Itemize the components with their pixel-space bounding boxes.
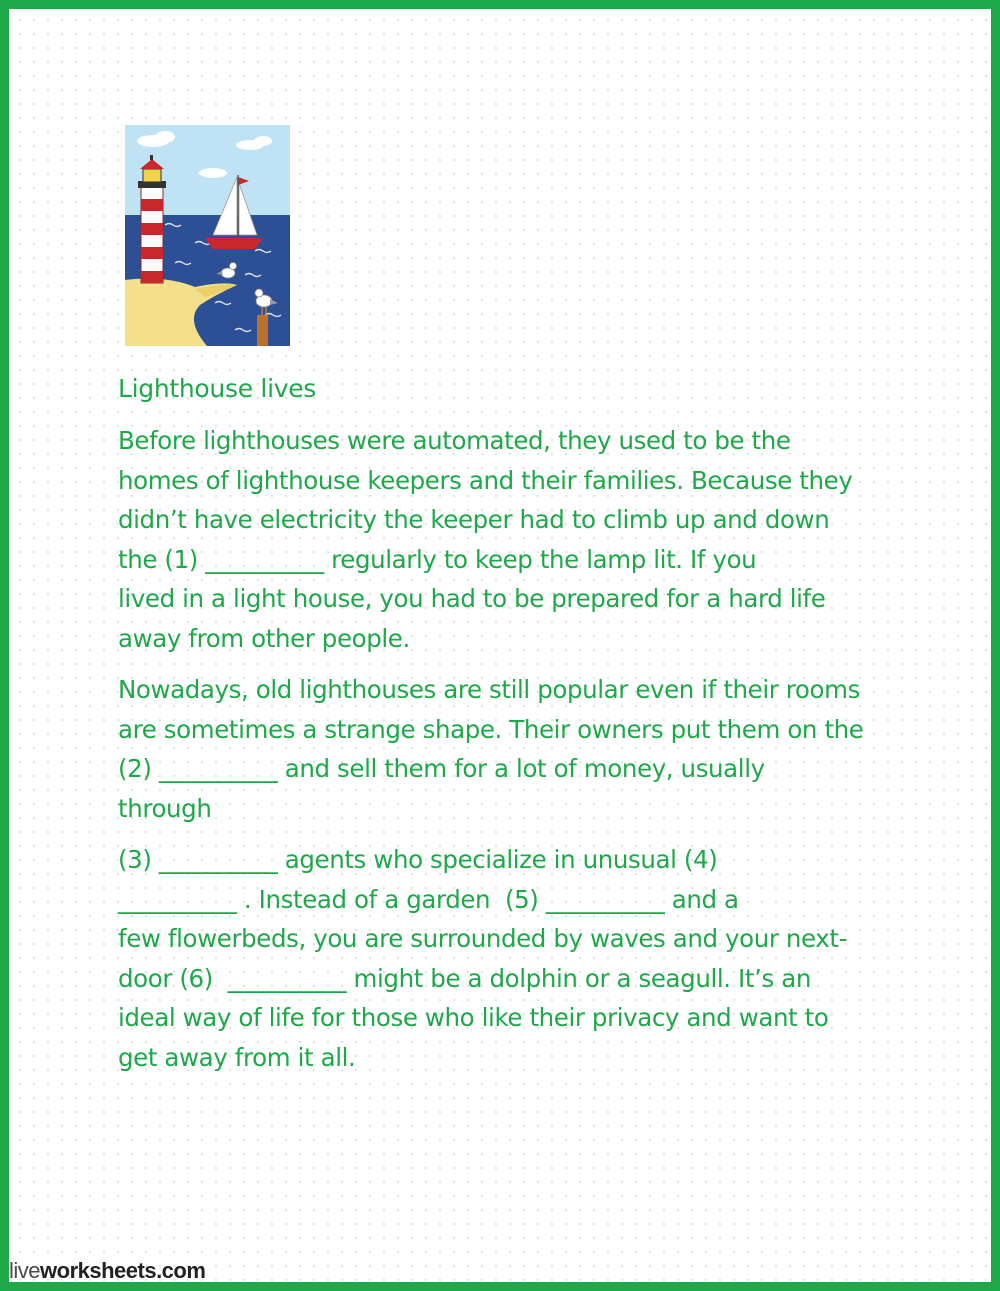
paragraph-line: lived in a light house, you had to be prepared for a hard life: [118, 584, 826, 613]
paragraph-line: ideal way of life for those who like their privacy and want to: [118, 1003, 829, 1032]
paragraph-line: away from other people.: [118, 623, 410, 653]
paragraph-line: get away from it all.: [118, 1042, 356, 1072]
paragraph-3: [118, 840, 898, 1077]
paragraph-line: didn’t have electricity the keeper had to climb up and down: [118, 505, 830, 534]
paragraph-line: the (1) __________ regularly to keep the lamp lit. If you: [118, 544, 757, 574]
paragraph-line: door (6) __________ might be a dolphin or a seagull. It’s an: [118, 963, 811, 993]
paragraph-line: are sometimes a strange shape. Their owners put them on the: [118, 714, 864, 744]
paragraph-line: Nowadays, old lighthouses are still popular even if their rooms: [118, 675, 860, 704]
paragraph-line: __________ . Instead of a garden (5) __________ and a: [118, 884, 739, 914]
paragraph-2: [118, 670, 898, 828]
lighthouse-illustration: [125, 125, 290, 346]
paragraph-line: (3) __________ agents who specialize in unusual (4): [118, 845, 718, 874]
watermark-light-text: live: [9, 1258, 41, 1283]
paragraph-line: through: [118, 793, 212, 823]
liveworksheets-watermark: [9, 1258, 205, 1284]
worksheet-title: Lighthouse lives: [118, 374, 317, 403]
paragraph-line: few flowerbeds, you are surrounded by waves and your next-: [118, 924, 848, 953]
paragraph-1: [118, 421, 898, 658]
paragraph-line: Before lighthouses were automated, they used to be the: [118, 426, 791, 455]
paragraph-line: homes of lighthouse keepers and their families. Because they: [118, 465, 853, 495]
paragraph-line: (2) __________ and sell them for a lot of money, usually: [118, 754, 765, 783]
watermark-bold-text: worksheets.com: [40, 1258, 206, 1283]
